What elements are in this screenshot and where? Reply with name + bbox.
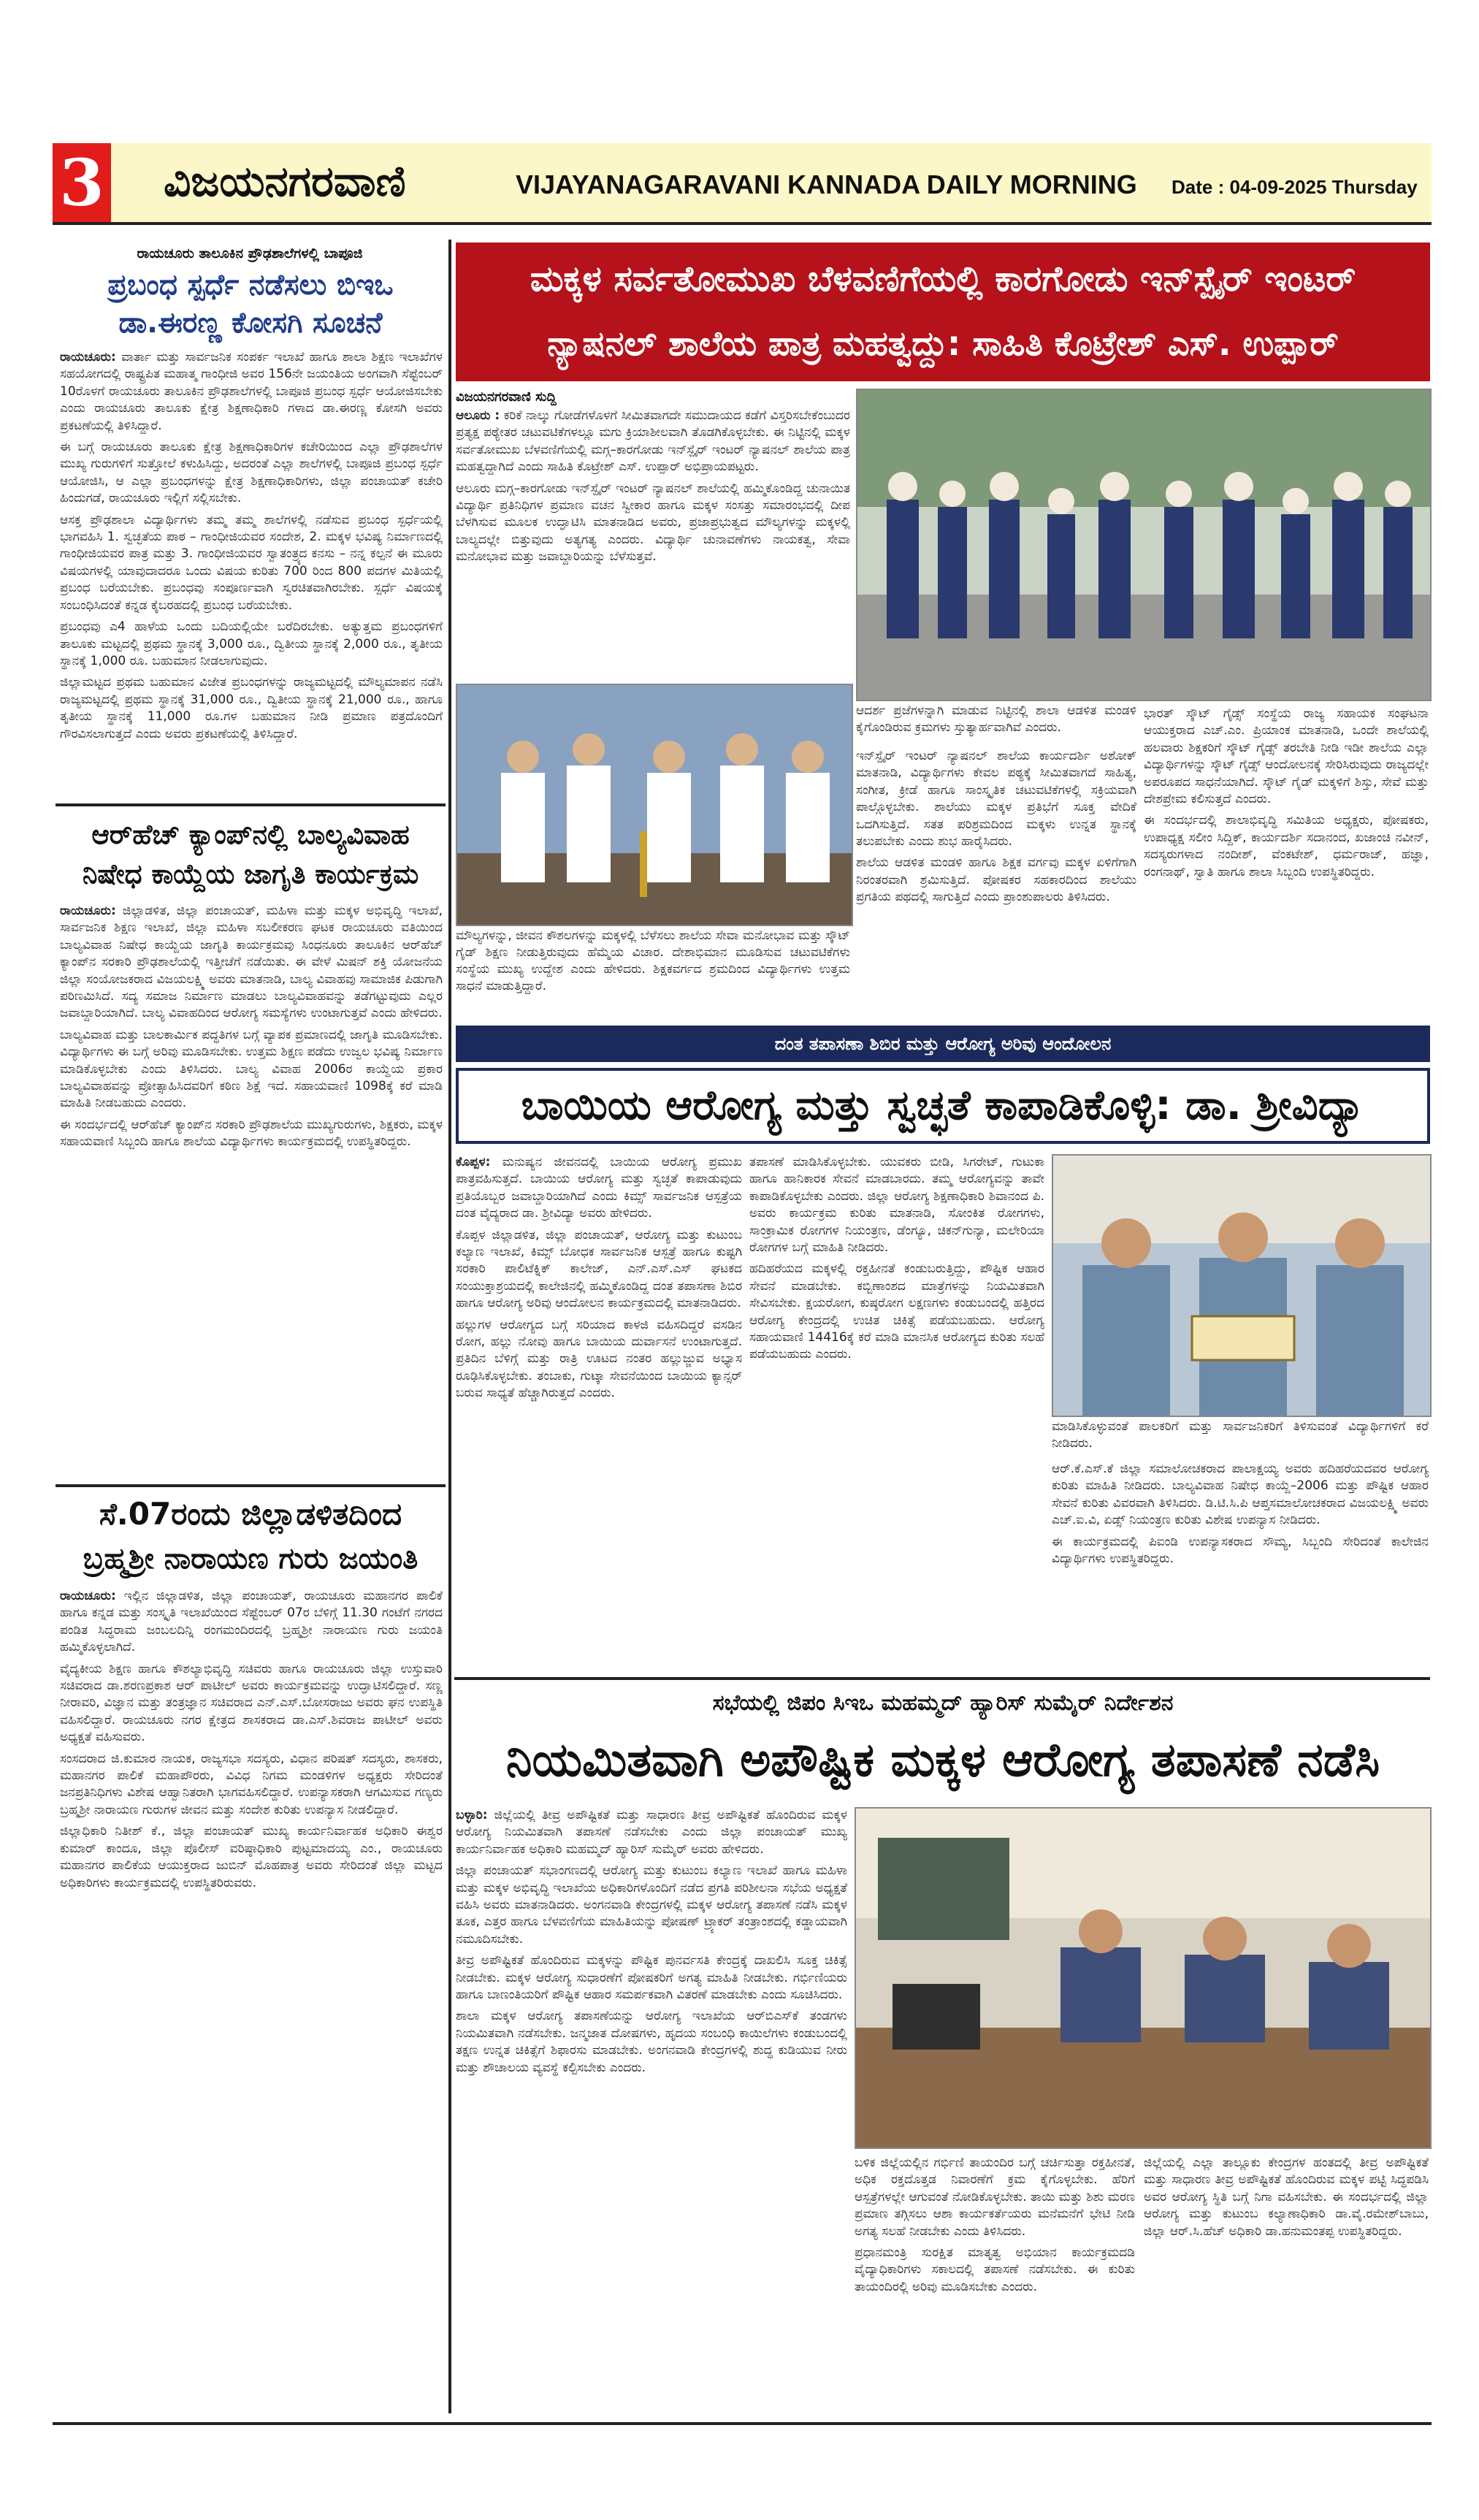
article4-headline-line1: ಮಕ್ಕಳ ಸರ್ವತೋಮುಖ ಬೆಳವಣಿಗೆಯಲ್ಲಿ ಕಾರಗೋಡು ಇನ್‌ಸ್ಪೈರ್ ಇಂಟರ್ (530, 259, 1356, 299)
certificate-handover-photo (1052, 1154, 1432, 1417)
article6-paragraph: ಜಿಲ್ಲಾ ಪಂಚಾಯತ್ ಸಭಾಂಗಣದಲ್ಲಿ ಆರೋಗ್ಯ ಮತ್ತು ಕುಟುಂಬ ಕಲ್ಯಾಣ ಇಲಾಖೆ ಹಾಗೂ ಮಹಿಳಾ ಮತ್ತು ಮಕ್ಕಳ ಅಭಿವೃದ್ಧಿ ಇಲಾಖೆಯ ಅಧಿಕಾರಿಗಳೊಂದಿಗೆ ನಡೆದ ಪ್ರಗತಿ ಪರಿಶೀಲನಾ ಸಭೆಯ ಅಧ್ಯಕ್ಷತೆ ವಹಿಸಿ ಅವರು ಮಾತನಾಡಿದರು. ಅಂಗನವಾಡಿ ಕೇಂದ್ರಗಳಲ್ಲಿ ಮಕ್ಕಳ ಆರೋಗ್ಯ ತಪಾಸಣೆ ನಡೆಸಿ ಮಕ್ಕಳ ತೂಕ, ಎತ್ತರ ಹಾಗೂ ಬೆಳವಣಿಗೆಯ ಮಾಹಿತಿಯನ್ನು ಪೋಷಣ್ ಟ್ರ್ಯಾಕರ್ ತಂತ್ರಾಂಶದಲ್ಲಿ ಕಡ್ಡಾಯವಾಗಿ ನಮೂದಿಸಬೇಕು. (456, 1863, 847, 1947)
article5-paragraph: ಹಲ್ಲುಗಳ ಆರೋಗ್ಯದ ಬಗ್ಗೆ ಸರಿಯಾದ ಕಾಳಜಿ ವಹಿಸದಿದ್ದರೆ ವಸಡಿನ ರೋಗ, ಹಲ್ಲು ನೋವು ಹಾಗೂ ಬಾಯಿಯ ದುರ್ವಾಸನೆ ಉಂಟಾಗುತ್ತದೆ. ಪ್ರತಿದಿನ ಬೆಳಿಗ್ಗೆ ಮತ್ತು ರಾತ್ರಿ ಊಟದ ನಂತರ ಹಲ್ಲುಜ್ಜುವ ಅಭ್ಯಾಸ ರೂಢಿಸಿಕೊಳ್ಳಬೇಕು. ತಂಬಾಕು, ಗುಟ್ಕಾ ಸೇವನೆಯಿಂದ ಬಾಯಿಯ ಕ್ಯಾನ್ಸರ್ ಬರುವ ಸಾಧ್ಯತೆ ಹೆಚ್ಚಾಗಿರುತ್ತದೆ ಎಂದರು. (456, 1317, 742, 1401)
article1-paragraph: ಪ್ರಬಂಧವು ಎ4 ಹಾಳೆಯ ಒಂದು ಬದಿಯಲ್ಲಿಯೇ ಬರೆದಿರಬೇಕು. ಅತ್ಯುತ್ತಮ ಪ್ರಬಂಧಗಳಿಗೆ ತಾಲೂಕು ಮಟ್ಟದಲ್ಲಿ ಪ್ರಥಮ ಸ್ಥಾನಕ್ಕೆ 3,000 ರೂ., ದ್ವಿತೀಯ ಸ್ಥಾನಕ್ಕೆ 2,000 ರೂ., ತೃತೀಯ ಸ್ಥಾನಕ್ಕೆ 1,000 ರೂ. ಬಹುಮಾನ ನೀಡಲಾಗುವುದು. (60, 619, 443, 668)
article4-paragraph: ಈ ಸಂದರ್ಭದಲ್ಲಿ ಶಾಲಾಭಿವೃದ್ಧಿ ಸಮಿತಿಯ ಅಧ್ಯಕ್ಷರು, ಪೋಷಕರು, ಉಪಾಧ್ಯಕ್ಷ ಸಲೀಂ ಸಿದ್ದಿಕ್, ಕಾರ್ಯದರ್ಶಿ ಸದಾನಂದ, ಖಜಾಂಚಿ ನವೀನ್, ಸದಸ್ಯರುಗಳಾದ ನಂದೀಶ್, ವೆಂಕಟೇಶ್, ಧರ್ಮರಾಜ್, ಹಜ್ಞಾ, ರಂಗನಾಥ್, ಸ್ವಾತಿ ಹಾಗೂ ಶಾಲಾ ಸಿಬ್ಬಂದಿ ಉಪಸ್ಥಿತರಿದ್ದರು. (1144, 813, 1429, 879)
article1-headline-line1: ಪ್ರಬಂಧ ಸ್ಪರ್ಧೆ ನಡೆಸಲು ಬಿಇಒ (107, 269, 394, 302)
article6-headline: ನಿಯಮಿತವಾಗಿ ಅಪೌಷ್ಟಿಕ ಮಕ್ಕಳ ಆರೋಗ್ಯ ತಪಾಸಣೆ ನಡೆಸಿ (505, 1733, 1380, 1787)
article6-dateline: ಬಳ್ಳಾರಿ: (456, 1808, 488, 1822)
article1-paragraph: ವಾರ್ತಾ ಮತ್ತು ಸಾರ್ವಜನಿಕ ಸಂಪರ್ಕ ಇಲಾಖೆ ಹಾಗೂ ಶಾಲಾ ಶಿಕ್ಷಣ ಇಲಾಖೆಗಳ ಸಹಯೋಗದಲ್ಲಿ ರಾಷ್ಟ್ರಪಿತ ಮಹಾತ್ಮ ಗಾಂಧೀಜಿ ಅವರ 156ನೇ ಜಯಂತಿಯ ಅಂಗವಾಗಿ ಸೆಪ್ಟೆಂಬರ್ 10ರೊಳಗೆ ರಾಯಚೂರು ತಾಲೂಕಿನ ಪ್ರೌಢಶಾಲೆಗಳಲ್ಲಿ ಬಾಪೂಜಿ ಪ್ರಬಂಧ ಸ್ಪರ್ಧೆ ಆಯೋಜಿಸಬೇಕು ಎಂದು ರಾಯಚೂರು ತಾಲೂಕು ಕ್ಷೇತ್ರ ಶಿಕ್ಷಣಾಧಿಕಾರಿ ಗಳಾದ ಡಾ.ಈರಣ್ಣ ಕೋಸಗಿ ಅವರು ಪ್ರಕಟಣೆಯಲ್ಲಿ ತಿಳಿಸಿದ್ದಾರೆ. (60, 350, 443, 433)
article6-paragraph: ಶಾಲಾ ಮಕ್ಕಳ ಆರೋಗ್ಯ ತಪಾಸಣೆಯನ್ನು ಆರೋಗ್ಯ ಇಲಾಖೆಯ ಆರ್‌ಬಿಎಸ್‌ಕೆ ತಂಡಗಳು ನಿಯಮಿತವಾಗಿ ನಡೆಸಬೇಕು. ಜನ್ಮಜಾತ ದೋಷಗಳು, ಹೃದಯ ಸಂಬಂಧಿ ಕಾಯಿಲೆಗಳು ಕಂಡುಬಂದಲ್ಲಿ ತಕ್ಷಣ ಉನ್ನತ ಚಿಕಿತ್ಸೆಗೆ ಶಿಫಾರಸು ಮಾಡಬೇಕು. ಅಂಗನವಾಡಿ ಕೇಂದ್ರಗಳಲ್ಲಿ ಶುದ್ಧ ಕುಡಿಯುವ ನೀರು ಮತ್ತು ಶೌಚಾಲಯ ವ್ಯವಸ್ಥೆ ಕಲ್ಪಿಸಬೇಕು ಎಂದರು. (456, 2009, 847, 2075)
article-divider (56, 803, 446, 806)
article4-body-lead (456, 408, 850, 678)
article1-body (60, 349, 443, 796)
page-bottom-rule (53, 2422, 1432, 2425)
article4-paragraph: ಭಾರತ್ ಸ್ಕೌಟ್ ಗೈಡ್ಸ್ ಸಂಸ್ಥೆಯ ರಾಜ್ಯ ಸಹಾಯಕ ಸಂಘಟನಾ ಆಯುಕ್ತರಾದ ಎಚ್.ಎಂ. ಪ್ರಿಯಾಂಕ ಮಾತನಾಡಿ, ಒಂದೇ ಶಾಲೆಯಲ್ಲಿ ಹಲವಾರು ಶಿಕ್ಷಕರಿಗೆ ಸ್ಕೌಟ್ ಗೈಡ್ಸ್ ತರಬೇತಿ ನೀಡಿ ಇಡೀ ಶಾಲೆಯ ಎಲ್ಲಾ ವಿದ್ಯಾರ್ಥಿಗಳನ್ನು ಸ್ಕೌಟ್ ಗೈಡ್ಸ್ ಆಂದೋಲನಕ್ಕೆ ಸೇರಿಸಿರುವುದು ರಾಜ್ಯದಲ್ಲೇ ಅಪರೂಪದ ಸಾಧನೆಯಾಗಿದೆ. ಸ್ಕೌಟ್ ಗೈಡ್ ಮಕ್ಕಳಿಗೆ ಶಿಸ್ತು, ಸೇವೆ ಮತ್ತು ದೇಶಪ್ರೇಮ ಕಲಿಸುತ್ತದೆ ಎಂದರು. (1144, 706, 1429, 807)
article4-paragraph: ಆಲೂರು ಮಗ್ಗ–ಕಾರಗೋಡು ಇನ್‌ಸ್ಪೈರ್ ಇಂಟರ್ ನ್ಯಾಷನಲ್ ಶಾಲೆಯಲ್ಲಿ ಹಮ್ಮಿಕೊಂಡಿದ್ದ ಚುನಾಯಿತ ವಿದ್ಯಾರ್ಥಿ ಪ್ರತಿನಿಧಿಗಳ ಪ್ರಮಾಣ ವಚನ ಸ್ವೀಕಾರ ಹಾಗೂ ಮಕ್ಕಳ ಸಂಸತ್ತು ಸಮಾರಂಭದಲ್ಲಿ ದೀಪ ಬೆಳಗಿಸುವ ಮೂಲಕ ಉದ್ಘಾಟಿಸಿ ಮಾತನಾಡಿದ ಅವರು, ಪ್ರಜಾಪ್ರಭುತ್ವದ ಮೌಲ್ಯಗಳನ್ನು ಮಕ್ಕಳಲ್ಲಿ ಬಾಲ್ಯದಲ್ಲೇ ಬಿತ್ತುವುದು ಅತ್ಯಗತ್ಯ ಎಂದರು. ವಿದ್ಯಾರ್ಥಿ ಚುನಾವಣೆಗಳು ನಾಯಕತ್ವ, ಸೇವಾ ಮನೋಭಾವ ಮತ್ತು ಜವಾಬ್ದಾರಿಯನ್ನು ಬೆಳೆಸುತ್ತವೆ. (456, 481, 850, 565)
article5-paragraph: ಆರ್.ಕೆ.ಎಸ್.ಕೆ ಜಿಲ್ಲಾ ಸಮಾಲೋಚಕರಾದ ಪಾಲಾಕ್ಷಯ್ಯ ಅವರು ಹದಿಹರೆಯದವರ ಆರೋಗ್ಯ ಕುರಿತು ಮಾಹಿತಿ ನೀಡಿದರು. ಬಾಲ್ಯವಿವಾಹ ನಿಷೇಧ ಕಾಯ್ದೆ–2006 ಮತ್ತು ಪೌಷ್ಟಿಕ ಆಹಾರ ಸೇವನೆ ಕುರಿತು ವಿವರವಾಗಿ ತಿಳಿಸಿದರು. ಡಿ.ಟಿ.ಸಿ.ಪಿ ಆಪ್ತಸಮಾಲೋಚಕರಾದ ವಿಜಯಲಕ್ಷ್ಮಿ ಅವರು ಎಚ್.ಐ.ವಿ, ಏಡ್ಸ್ ನಿಯಂತ್ರಣ ಕುರಿತು ವಿಶೇಷ ಉಪನ್ಯಾಸ ನೀಡಿದರು. (1052, 1462, 1429, 1528)
article5-paragraph: ಕೊಪ್ಪಳ ಜಿಲ್ಲಾಡಳಿತ, ಜಿಲ್ಲಾ ಪಂಚಾಯತ್, ಆರೋಗ್ಯ ಮತ್ತು ಕುಟುಂಬ ಕಲ್ಯಾಣ ಇಲಾಖೆ, ಕಿಮ್ಸ್ ಬೋಧಕ ಸಾರ್ವಜನಿಕ ಆಸ್ಪತ್ರೆ ಹಾಗೂ ಕುಷ್ಟಗಿ ಸರಕಾರಿ ಪಾಲಿಟೆಕ್ನಿಕ್ ಕಾಲೇಜ್, ಎನ್.ಎಸ್.ಎಸ್ ಘಟಕದ ಸಂಯುಕ್ತಾಶ್ರಯದಲ್ಲಿ ಕಾಲೇಜಿನಲ್ಲಿ ಹಮ್ಮಿಕೊಂಡಿದ್ದ ದಂತ ತಪಾಸಣಾ ಶಿಬಿರ ಹಾಗೂ ಆರೋಗ್ಯ ಅರಿವು ಆಂದೋಲನ ಕಾರ್ಯಕ್ರಮದಲ್ಲಿ ಮಾತನಾಡಿದರು. (456, 1227, 742, 1311)
article5-photo-caption: ಮಾಡಿಸಿಕೊಳ್ಳುವಂತೆ ಪಾಲಕರಿಗೆ ಮತ್ತು ಸಾರ್ವಜನಿಕರಿಗೆ ತಿಳಿಸುವಂತೆ ವಿದ್ಯಾರ್ಥಿಗಳಿಗೆ ಕರೆ ನೀಡಿದರು. (1052, 1419, 1429, 1451)
article1-kicker: ರಾಯಚೂರು ತಾಲೂಕಿನ ಪ್ರೌಢಶಾಲೆಗಳಲ್ಲಿ ಬಾಪೂಜಿ (137, 245, 363, 261)
article1-headline-line2: ಡಾ.ಈರಣ್ಣ ಕೋಸಗಿ ಸೂಚನೆ (118, 307, 383, 340)
article6-kicker: ಸಭೆಯಲ್ಲಿ ಜಿಪಂ ಸಿಇಒ ಮಹಮ್ಮದ್ ಹ್ಯಾರಿಸ್ ಸುಮೈರ್ ನಿರ್ದೇಶನ (712, 1690, 1174, 1716)
article4-paragraph: ಶಾಲೆಯ ಆಡಳಿತ ಮಂಡಳಿ ಹಾಗೂ ಶಿಕ್ಷಕ ವರ್ಗವು ಮಕ್ಕಳ ಏಳಿಗೆಗಾಗಿ ನಿರಂತರವಾಗಿ ಶ್ರಮಿಸುತ್ತಿದೆ. ಪೋಷಕರ ಸಹಕಾರದಿಂದ ಶಾಲೆಯು ಪ್ರಗತಿಯ ಪಥದಲ್ಲಿ ಸಾಗುತ್ತಿದೆ ಎಂದು ಪ್ರಾಂಶುಪಾಲರು ತಿಳಿಸಿದರು. (856, 855, 1136, 905)
article6-body-right (1144, 2155, 1429, 2413)
article5-dateline: ಕೊಪ್ಪಳ: (456, 1155, 491, 1169)
page-number: 3 (53, 143, 111, 222)
article1-paragraph: ಆಸಕ್ತ ಪ್ರೌಢಶಾಲಾ ವಿದ್ಯಾರ್ಥಿಗಳು ತಮ್ಮ ತಮ್ಮ ಶಾಲೆಗಳಲ್ಲಿ ನಡೆಸುವ ಪ್ರಬಂಧ ಸ್ಪರ್ಧೆಯಲ್ಲಿ ಭಾಗವಹಿಸಿ 1. ಸ್ವಚ್ಛತೆಯ ಪಾಠ – ಗಾಂಧೀಜಿಯವರ ಸಂದೇಶ, 2. ಮಕ್ಕಳ ಭವಿಷ್ಯ ನಿರ್ಮಾಣದಲ್ಲಿ ಗಾಂಧೀಜಿಯವರ ಪಾತ್ರ ಮತ್ತು 3. ಗಾಂಧೀಜಿಯವರ ಸ್ವಾತಂತ್ರ್ಯದ ಕನಸು – ನನ್ನ ಕಲ್ಪನೆ ಈ ಮೂರು ವಿಷಯಗಳಲ್ಲಿ ಯಾವುದಾದರೂ ಒಂದು ವಿಷಯ ಕುರಿತು 700 ರಿಂದ 800 ಪದಗಳ ಮಿತಿಯಲ್ಲಿ ಪ್ರಬಂಧ ಬರೆಯಬೇಕು. ಪ್ರಬಂಧವು ಸಂಪೂರ್ಣವಾಗಿ ಸ್ವರಚಿತವಾಗಿರಬೇಕು. ಸ್ಪರ್ಧೆ ವಿಷಯಕ್ಕೆ ಸಂಬಂಧಿಸಿದಂತೆ ಕನ್ನಡ ಕೈಬರಹದಲ್ಲಿ ಪ್ರಬಂಧ ಬರೆಯಬೇಕು. (60, 512, 443, 613)
article6-body-middle (855, 2155, 1135, 2413)
article5-headline: ಬಾಯಿಯ ಆರೋಗ್ಯ ಮತ್ತು ಸ್ವಚ್ಛತೆ ಕಾಪಾಡಿಕೊಳ್ಳಿ: ಡಾ. ಶ್ರೀವಿದ್ಯಾ (521, 1082, 1365, 1129)
paper-subtitle: VIJAYANAGARAVANI KANNADA DAILY MORNING (516, 169, 1137, 199)
article4-body-middle (856, 748, 1136, 1021)
article3-paragraph: ವೈದ್ಯಕೀಯ ಶಿಕ್ಷಣ ಹಾಗೂ ಕೌಶಲ್ಯಾಭಿವೃದ್ಧಿ ಸಚಿವರು ಹಾಗೂ ರಾಯಚೂರು ಜಿಲ್ಲಾ ಉಸ್ತುವಾರಿ ಸಚಿವರಾದ ಡಾ.ಶರಣಪ್ರಕಾಶ ಆರ್ ಪಾಟೀಲ್ ಅವರು ಕಾರ್ಯಕ್ರಮವನ್ನು ಉದ್ಘಾಟಿಸಲಿದ್ದಾರೆ. ಸಣ್ಣ ನೀರಾವರಿ, ವಿಜ್ಞಾನ ಮತ್ತು ತಂತ್ರಜ್ಞಾನ ಸಚಿವರಾದ ಎನ್.ಎಸ್.ಬೋಸರಾಜು ಅವರು ಘನ ಉಪಸ್ಥಿತಿ ವಹಿಸಲಿದ್ದಾರೆ. ರಾಯಚೂರು ನಗರ ಕ್ಷೇತ್ರದ ಶಾಸಕರಾದ ಡಾ.ಎಸ್.ಶಿವರಾಜ ಪಾಟೀಲ್ ಅವರು ಅಧ್ಯಕ್ಷತೆ ವಹಿಸುವರು. (60, 1661, 443, 1745)
article3-body (60, 1588, 443, 2415)
article5-paragraph: ಈ ಕಾರ್ಯಕ್ರಮದಲ್ಲಿ ಪಿಐಂಡಿ ಉಪನ್ಯಾಸಕರಾದ ಸೌಮ್ಯ, ಸಿಬ್ಬಂದಿ ಸೇರಿದಂತೆ ಕಾಲೇಜಿನ ವಿದ್ಯಾರ್ಥಿಗಳು ಉಪಸ್ಥಿತರಿದ್ದರು. (1052, 1534, 1429, 1567)
article4-body-right (1144, 706, 1429, 1021)
paper-name: ವಿಜಯನಗರವಾಣಿ (164, 156, 406, 206)
issue-date: Date : 04-09-2025 Thursday (1172, 176, 1418, 198)
article4-dateline: ಆಲೂರು : (456, 408, 500, 423)
article5-paragraph: ತಪಾಸಣೆ ಮಾಡಿಸಿಕೊಳ್ಳಬೇಕು. ಯುವಕರು ಬೀಡಿ, ಸಿಗರೇಟ್, ಗುಟುಕಾ ಹಾಗೂ ಹಾನಿಕಾರಕ ಸೇವನೆ ಮಾಡಬಾರದು. ತಮ್ಮ ಆರೋಗ್ಯವನ್ನು ತಾವೇ ಕಾಪಾಡಿಕೊಳ್ಳಬೇಕು ಎಂದರು. ಜಿಲ್ಲಾ ಆರೋಗ್ಯ ಶಿಕ್ಷಣಾಧಿಕಾರಿ ಶಿವಾನಂದ ಪಿ. ಅವರು ಕಾರ್ಯಕ್ರಮ ಕುರಿತು ಮಾತನಾಡಿ, ಸೋಂಕಿತ ರೋಗಗಳು, ಸಾಂಕ್ರಾಮಿಕ ರೋಗಗಳ ನಿಯಂತ್ರಣ, ಡೆಂಗ್ಯೂ, ಚಿಕನ್‌ಗುನ್ಯಾ, ಮಲೇರಿಯಾ ರೋಗಗಳ ಬಗ್ಗೆ ಮಾಹಿತಿ ನೀಡಿದರು. (749, 1155, 1044, 1256)
article3-paragraph: ಇಲ್ಲಿನ ಜಿಲ್ಲಾಡಳಿತ, ಜಿಲ್ಲಾ ಪಂಚಾಯತ್, ರಾಯಚೂರು ಮಹಾನಗರ ಪಾಲಿಕೆ ಹಾಗೂ ಕನ್ನಡ ಮತ್ತು ಸಂಸ್ಕೃತಿ ಇಲಾಖೆಯಿಂದ ಸೆಪ್ಟೆಂಬರ್ 07ರ ಬೆಳಿಗ್ಗೆ 11.30 ಗಂಟೆಗೆ ನಗರದ ಪಂಡಿತ ಸಿದ್ಧರಾಮ ಜಂಬಲದಿನ್ನಿ ರಂಗಮಂದಿರದಲ್ಲಿ ಬ್ರಹ್ಮಶ್ರೀ ನಾರಾಯಣ ಗುರು ಜಯಂತಿ ಹಮ್ಮಿಕೊಳ್ಳಲಾಗಿದೆ. (60, 1589, 443, 1655)
article1-dateline: ರಾಯಚೂರು: (60, 350, 116, 364)
article5-body-left (456, 1154, 742, 1668)
article3-headline-line2: ಬ್ರಹ್ಮಶ್ರೀ ನಾರಾಯಣ ಗುರು ಜಯಂತಿ (83, 1542, 419, 1576)
article5-kicker: ದಂತ ತಪಾಸಣಾ ಶಿಬಿರ ಮತ್ತು ಆರೋಗ್ಯ ಅರಿವು ಆಂದೋಲನ (456, 1026, 1430, 1062)
article2-headline-line2: ನಿಷೇಧ ಕಾಯ್ದೆಯ ಜಾಗೃತಿ ಕಾರ್ಯಕ್ರಮ (82, 858, 419, 890)
article4-caption-middle: ಮೌಲ್ಯಗಳನ್ನು, ಜೀವನ ಕೌಶಲಗಳನ್ನು ಮಕ್ಕಳಲ್ಲಿ ಬೆಳೆಸಲು ಶಾಲೆಯ ಸೇವಾ ಮನೋಭಾವ ಮತ್ತು ಸ್ಕೌಟ್ ಗೈಡ್ ಶಿಕ್ಷಣ ನೀಡುತ್ತಿರುವುದು ಹೆಮ್ಮೆಯ ವಿಚಾರ. ದೇಶಾಭಿಮಾನ ಮೂಡಿಸುವ ಚಟುವಟಿಕೆಗಳು ಸಂಸ್ಥೆಯ ಮುಖ್ಯ ಉದ್ದೇಶ ಎಂದು ಹೇಳಿದರು. ಶಿಕ್ಷಕವರ್ಗದ ಶ್ರಮದಿಂದ ವಿದ್ಯಾರ್ಥಿಗಳು ಉತ್ತಮ ಸಾಧನೆ ಮಾಡುತ್ತಿದ್ದಾರೆ. (456, 928, 850, 993)
article4-paragraph: ಇನ್‌ಸ್ಪೈರ್ ಇಂಟರ್ ನ್ಯಾಷನಲ್ ಶಾಲೆಯ ಕಾರ್ಯದರ್ಶಿ ಅಶೋಕ್ ಮಾತನಾಡಿ, ವಿದ್ಯಾರ್ಥಿಗಳು ಕೇವಲ ಪಠ್ಯಕ್ಕೆ ಸೀಮಿತವಾಗದೆ ಸಾಹಿತ್ಯ, ಸಂಗೀತ, ಕ್ರೀಡೆ ಹಾಗೂ ಸಾಂಸ್ಕೃತಿಕ ಚಟುವಟಿಕೆಗಳಲ್ಲಿ ಸಕ್ರಿಯವಾಗಿ ಪಾಲ್ಗೊಳ್ಳಬೇಕು. ಶಾಲೆಯು ಮಕ್ಕಳ ಪ್ರತಿಭೆಗೆ ಸೂಕ್ತ ವೇದಿಕೆ ಒದಗಿಸುತ್ತಿದೆ. ಸತತ ಪರಿಶ್ರಮದಿಂದ ಮಕ್ಕಳು ಉನ್ನತ ಸ್ಥಾನಕ್ಕೆ ತಲುಪಬೇಕು ಎಂದು ಶುಭ ಹಾರೈಸಿದರು. (856, 749, 1136, 849)
article5-paragraph: ಹದಿಹರೆಯದ ಮಕ್ಕಳಲ್ಲಿ ರಕ್ತಹೀನತೆ ಕಂಡುಬರುತ್ತಿದ್ದು, ಪೌಷ್ಟಿಕ ಆಹಾರ ಸೇವನೆ ಮಾಡಬೇಕು. ಕಬ್ಬಿಣಾಂಶದ ಮಾತ್ರೆಗಳನ್ನು ನಿಯಮಿತವಾಗಿ ಸೇವಿಸಬೇಕು. ಕ್ಷಯರೋಗ, ಕುಷ್ಠರೋಗ ಲಕ್ಷಣಗಳು ಕಂಡುಬಂದಲ್ಲಿ ಹತ್ತಿರದ ಆರೋಗ್ಯ ಕೇಂದ್ರದಲ್ಲಿ ಉಚಿತ ಚಿಕಿತ್ಸೆ ಪಡೆಯಬಹುದು. ಆರೋಗ್ಯ ಸಹಾಯವಾಣಿ 14416ಕ್ಕೆ ಕರೆ ಮಾಡಿ ಮಾನಸಿಕ ಆರೋಗ್ಯದ ಕುರಿತು ಸಲಹೆ ಪಡೆಯಬಹುದು ಎಂದರು. (749, 1261, 1044, 1362)
article2-paragraph: ಈ ಸಂದರ್ಭದಲ್ಲಿ ಆರ್‌ಹೆಚ್ ಕ್ಯಾಂಪ್‌ನ ಸರಕಾರಿ ಪ್ರೌಢಶಾಲೆಯ ಮುಖ್ಯಗುರುಗಳು, ಶಿಕ್ಷಕರು, ಮಕ್ಕಳ ಸಹಾಯವಾಣಿ ಸಿಬ್ಬಂದಿ ಹಾಗೂ ಶಾಲೆಯ ವಿದ್ಯಾರ್ಥಿಗಳು ಕಾರ್ಯಕ್ರಮದಲ್ಲಿ ಉಪಸ್ಥಿತರಿದ್ದರು. (60, 1117, 443, 1150)
article6-paragraph: ಜಿಲ್ಲೆಯಲ್ಲಿ ಎಲ್ಲಾ ತಾಲ್ಲೂಕು ಕೇಂದ್ರಗಳ ಹಂತದಲ್ಲಿ ತೀವ್ರ ಅಪೌಷ್ಟಿಕತೆ ಮತ್ತು ಸಾಧಾರಣ ತೀವ್ರ ಅಪೌಷ್ಟಿಕತೆ ಹೊಂದಿರುವ ಮಕ್ಕಳ ಪಟ್ಟಿ ಸಿದ್ಧಪಡಿಸಿ ಅವರ ಆರೋಗ್ಯ ಸ್ಥಿತಿ ಬಗ್ಗೆ ನಿಗಾ ವಹಿಸಬೇಕು. ಈ ಸಂದರ್ಭದಲ್ಲಿ ಜಿಲ್ಲಾ ಆರೋಗ್ಯ ಮತ್ತು ಕುಟುಂಬ ಕಲ್ಯಾಣಾಧಿಕಾರಿ ಡಾ.ವೈ.ರಮೇಶ್‌ಬಾಬು, ಜಿಲ್ಲಾ ಆರ್.ಸಿ.ಹೆಚ್ ಅಧಿಕಾರಿ ಡಾ.ಹನುಮಂತಪ್ಪ ಉಪಸ್ಥಿತರಿದ್ದರು. (1144, 2156, 1429, 2239)
column-divider (448, 240, 451, 2413)
article2-dateline: ರಾಯಚೂರು: (60, 904, 116, 918)
article4-caption-right: ಆದರ್ಶ ಪ್ರಜೆಗಳನ್ನಾಗಿ ಮಾಡುವ ನಿಟ್ಟಿನಲ್ಲಿ ಶಾಲಾ ಆಡಳಿತ ಮಂಡಳಿ ಕೈಗೊಂಡಿರುವ ಕ್ರಮಗಳು ಸ್ತುತ್ಯಾರ್ಹವಾಗಿವೆ ಎಂದರು. (856, 703, 1136, 735)
article-divider (454, 1677, 1430, 1680)
article4-headline-line2: ನ್ಯಾಷನಲ್ ಶಾಲೆಯ ಪಾತ್ರ ಮಹತ್ವದ್ದು: ಸಾಹಿತಿ ಕೊಟ್ರೇಶ್ ಎಸ್. ಉಪ್ಪಾರ್ (547, 324, 1339, 363)
article6-body-left (456, 1807, 847, 2413)
article2-headline-line1: ಆರ್‌ಹೆಚ್ ಕ್ಯಾಂಪ್‌ನಲ್ಲಿ ಬಾಲ್ಯವಿವಾಹ (91, 819, 410, 850)
article5-body-middle (749, 1154, 1044, 1668)
article1-paragraph: ಜಿಲ್ಲಾಮಟ್ಟದ ಪ್ರಥಮ ಬಹುಮಾನ ವಿಜೇತ ಪ್ರಬಂಧಗಳನ್ನು ರಾಜ್ಯಮಟ್ಟದಲ್ಲಿ ಮೌಲ್ಯಮಾಪನ ನಡೆಸಿ ರಾಜ್ಯಮಟ್ಟದಲ್ಲಿ ಪ್ರಥಮ ಸ್ಥಾನಕ್ಕೆ 31,000 ರೂ., ದ್ವಿತೀಯ ಸ್ಥಾನಕ್ಕೆ 21,000 ರೂ., ಹಾಗೂ ತೃತೀಯ ಸ್ಥಾನಕ್ಕೆ 11,000 ರೂ.ಗಳ ಬಹುಮಾನ ನೀಡಿ ಪ್ರಮಾಣ ಪತ್ರದೊಂದಿಗೆ ಗೌರವಿಸಲಾಗುತ್ತದೆ ಎಂದು ಅವರು ಪ್ರಕಟಣೆಯಲ್ಲಿ ತಿಳಿಸಿದ್ದಾರೆ. (60, 675, 443, 741)
meeting-photo (855, 1807, 1432, 2149)
article2-paragraph: ಬಾಲ್ಯವಿವಾಹ ಮತ್ತು ಬಾಲಕಾರ್ಮಿಕ ಪದ್ಧತಿಗಳ ಬಗ್ಗೆ ವ್ಯಾಪಕ ಪ್ರಮಾಣದಲ್ಲಿ ಜಾಗೃತಿ ಮೂಡಿಸಬೇಕು. ವಿದ್ಯಾರ್ಥಿಗಳು ಈ ಬಗ್ಗೆ ಅರಿವು ಮೂಡಿಸಬೇಕು. ಉತ್ತಮ ಶಿಕ್ಷಣ ಪಡೆದು ಉಜ್ವಲ ಭವಿಷ್ಯ ನಿರ್ಮಾಣ ಮಾಡಿಕೊಳ್ಳಬೇಕು ಎಂದು ತಿಳಿಸಿದರು. ಬಾಲ್ಯ ವಿವಾಹ 2006ರ ಕಾಯ್ದೆಯ ಪ್ರಕಾರ ಬಾಲ್ಯವಿವಾಹವನ್ನು ಪ್ರೋತ್ಸಾಹಿಸಿದವರಿಗೆ ಕಠಿಣ ಶಿಕ್ಷೆ ಇದೆ. ಸಹಾಯವಾಣಿ 1098ಕ್ಕೆ ಕರೆ ಮಾಡಿ ಮಾಹಿತಿ ನೀಡಬಹುದು ಎಂದರು. (60, 1027, 443, 1111)
article6-paragraph: ಪ್ರಧಾನಮಂತ್ರಿ ಸುರಕ್ಷಿತ ಮಾತೃತ್ವ ಅಭಿಯಾನ ಕಾರ್ಯಕ್ರಮದಡಿ ವೈದ್ಯಾಧಿಕಾರಿಗಳು ಸಕಾಲದಲ್ಲಿ ತಪಾಸಣೆ ನಡೆಸಬೇಕು. ಈ ಕುರಿತು ತಾಯಂದಿರಲ್ಲಿ ಅರಿವು ಮೂಡಿಸಬೇಕು ಎಂದರು. (855, 2245, 1135, 2294)
lamp-lighting-photo (456, 684, 853, 926)
article4-paragraph: ಕರಿಕೆ ನಾಲ್ಕು ಗೋಡೆಗಳೊಳಗೆ ಸೀಮಿತವಾಗದೇ ಸಮುದಾಯದ ಕಡೆಗೆ ವಿಸ್ತರಿಸಬೇಕೆಂಬುದರ ಪ್ರತ್ಯಕ್ಷ ಪಠ್ಯೇತರ ಚಟುವಟಿಕೆಗಳಲ್ಲೂ ಮಗು ಕ್ರಿಯಾಶೀಲವಾಗಿ ತೊಡಗಿಕೊಳ್ಳಬೇಕು. ಈ ನಿಟ್ಟಿನಲ್ಲಿ ಮಕ್ಕಳ ಸರ್ವತೋಮುಖ ಬೆಳವಣಿಗೆಯಲ್ಲಿ ಮಗ್ಗ–ಕಾರಗೋಡು ಇನ್‌ಸ್ಪೈರ್ ಇಂಟರ್ ನ್ಯಾಷನಲ್ ಶಾಲೆಯ ಪಾತ್ರ ಮಹತ್ವದ್ದಾಗಿದೆ ಎಂದು ಸಾಹಿತಿ ಕೊಟ್ರೇಶ್ ಎಸ್. ಉಪ್ಪಾರ್ ಅಭಿಪ್ರಾಯಪಟ್ಟರು. (456, 408, 850, 475)
article3-paragraph: ಜಿಲ್ಲಾಧಿಕಾರಿ ನಿತೀಶ್ ಕೆ., ಜಿಲ್ಲಾ ಪಂಚಾಯತ್ ಮುಖ್ಯ ಕಾರ್ಯನಿರ್ವಾಹಕ ಅಧಿಕಾರಿ ಈಶ್ವರ ಕುಮಾರ್ ಕಾಂದೂ, ಜಿಲ್ಲಾ ಪೊಲೀಸ್ ವರಿಷ್ಠಾಧಿಕಾರಿ ಪುಟ್ಟಮಾದಯ್ಯ ಎಂ., ರಾಯಚೂರು ಮಹಾನಗರ ಪಾಲಿಕೆಯ ಆಯುಕ್ತರಾದ ಜುಬಿನ್ ಮೊಹಪಾತ್ರ ಅವರು ಸೇರಿದಂತೆ ಜಿಲ್ಲಾ ಮಟ್ಟದ ಅಧಿಕಾರಿಗಳು ಕಾರ್ಯಕ್ರಮದಲ್ಲಿ ಉಪಸ್ಥಿತರಿರುವರು. (60, 1824, 443, 1890)
article4-byline: ವಿಜಯನಗರವಾಣಿ ಸುದ್ದಿ (456, 389, 557, 405)
article3-dateline: ರಾಯಚೂರು: (60, 1589, 116, 1603)
article2-body (60, 903, 443, 1477)
article1-paragraph: ಈ ಬಗ್ಗೆ ರಾಯಚೂರು ತಾಲೂಕು ಕ್ಷೇತ್ರ ಶಿಕ್ಷಣಾಧಿಕಾರಿಗಳ ಕಚೇರಿಯಿಂದ ಎಲ್ಲಾ ಪ್ರೌಢಶಾಲೆಗಳ ಮುಖ್ಯ ಗುರುಗಳಿಗೆ ಸುತ್ತೋಲೆ ಕಳುಹಿಸಿದ್ದು, ಅದರಂತೆ ಎಲ್ಲಾ ಶಾಲೆಗಳಲ್ಲಿ ಬಾಪೂಜಿ ಪ್ರಬಂಧ ಸ್ಪರ್ಧೆ ಆಯೋಜಿಸಿ, ಆ ಎಲ್ಲಾ ಪ್ರಬಂಧಗಳನ್ನು ಕ್ಷೇತ್ರ ಶಿಕ್ಷಣಾಧಿಕಾರಿಗಳು, ಜಿಲ್ಲಾ ಪಂಚಾಯತ್ ಕಚೇರಿ ಹಿಂದುಗಡೆ, ರಾಯಚೂರು ಇಲ್ಲಿಗೆ ಸಲ್ಲಿಸಬೇಕು. (60, 440, 443, 506)
students-parade-photo (856, 389, 1432, 701)
article-divider (56, 1484, 446, 1487)
article6-paragraph: ಬಳಿಕ ಜಿಲ್ಲೆಯಲ್ಲಿನ ಗರ್ಭಿಣಿ ತಾಯಂದಿರ ಬಗ್ಗೆ ಚರ್ಚಿಸುತ್ತಾ ರಕ್ತಹೀನತೆ, ಅಧಿಕ ರಕ್ತದೊತ್ತಡ ನಿವಾರಣೆಗೆ ಕ್ರಮ ಕೈಗೊಳ್ಳಬೇಕು. ಹೆರಿಗೆ ಆಸ್ಪತ್ರೆಗಳಲ್ಲೇ ಆಗುವಂತೆ ನೋಡಿಕೊಳ್ಳಬೇಕು. ತಾಯಿ ಮತ್ತು ಶಿಶು ಮರಣ ಪ್ರಮಾಣ ತಗ್ಗಿಸಲು ಆಶಾ ಕಾರ್ಯಕರ್ತೆಯರು ಮನೆಮನೆಗೆ ಭೇಟಿ ನೀಡಿ ಅಗತ್ಯ ಸಲಹೆ ನೀಡಬೇಕು ಎಂದು ತಿಳಿಸಿದರು. (855, 2156, 1135, 2239)
article3-headline-line1: ಸೆ.07ರಂದು ಜಿಲ್ಲಾಡಳಿತದಿಂದ (99, 1496, 402, 1532)
article2-paragraph: ಜಿಲ್ಲಾಡಳಿತ, ಜಿಲ್ಲಾ ಪಂಚಾಯತ್, ಮಹಿಳಾ ಮತ್ತು ಮಕ್ಕಳ ಅಭಿವೃದ್ಧಿ ಇಲಾಖೆ, ಸಾರ್ವಜನಿಕ ಶಿಕ್ಷಣ ಇಲಾಖೆ, ಜಿಲ್ಲಾ ಮಹಿಳಾ ಸಬಲೀಕರಣ ಘಟಕ ರಾಯಚೂರು ವತಿಯಿಂದ ಬಾಲ್ಯವಿವಾಹ ನಿಷೇಧ ಕಾಯ್ದೆಯ ಜಾಗೃತಿ ಕಾರ್ಯಕ್ರಮವು ಸಿಂಧನೂರು ತಾಲೂಕಿನ ಆರ್‌ಹೆಚ್ ಕ್ಯಾಂಪ್‌ನ ಸರಕಾರಿ ಪ್ರೌಢಶಾಲೆಯಲ್ಲಿ ಇತ್ತೀಚೆಗೆ ನಡೆಯಿತು. ಈ ವೇಳೆ ಮಿಷನ್ ಶಕ್ತಿ ಯೋಜನೆಯ ಜಿಲ್ಲಾ ಸಂಯೋಜಕರಾದ ವಿಜಯಲಕ್ಷ್ಮಿ ಅವರು ಮಾತನಾಡಿ, ಬಾಲ್ಯ ವಿವಾಹವು ಸಾಮಾಜಿಕ ಪಿಡುಗಾಗಿ ಪರಿಣಮಿಸಿದೆ. ಸದ್ಯ ಸಮಾಜ ನಿರ್ಮಾಣ ಮಾಡಲು ಬಾಲ್ಯವಿವಾಹವನ್ನು ತಡೆಗಟ್ಟುವುದು ಎಲ್ಲರ ಜವಾಬ್ದಾರಿಯಾಗಿದೆ. ಬಾಲ್ಯ ವಿವಾಹದಿಂದ ಆರೋಗ್ಯ ಸಮಸ್ಯೆಗಳು ಉಂಟಾಗುತ್ತವೆ ಎಂದು ಹೇಳಿದರು. (60, 904, 443, 1021)
article6-paragraph: ತೀವ್ರ ಅಪೌಷ್ಟಿಕತೆ ಹೊಂದಿರುವ ಮಕ್ಕಳನ್ನು ಪೌಷ್ಟಿಕ ಪುನರ್ವಸತಿ ಕೇಂದ್ರಕ್ಕೆ ದಾಖಲಿಸಿ ಸೂಕ್ತ ಚಿಕಿತ್ಸೆ ನೀಡಬೇಕು. ಮಕ್ಕಳ ಆರೋಗ್ಯ ಸುಧಾರಣೆಗೆ ಪೋಷಕರಿಗೆ ಅಗತ್ಯ ಮಾಹಿತಿ ನೀಡಬೇಕು. ಗರ್ಭಿಣಿಯರು ಹಾಗೂ ಬಾಣಂತಿಯರಿಗೆ ಪೌಷ್ಟಿಕ ಆಹಾರ ಸಮರ್ಪಕವಾಗಿ ವಿತರಣೆ ಮಾಡಬೇಕು ಎಂದು ಸೂಚಿಸಿದರು. (456, 1953, 847, 2003)
article5-body-right (1052, 1461, 1429, 1668)
article5-paragraph: ಮನುಷ್ಯನ ಜೀವನದಲ್ಲಿ ಬಾಯಿಯ ಆರೋಗ್ಯ ಪ್ರಮುಖ ಪಾತ್ರವಹಿಸುತ್ತದೆ. ಬಾಯಿಯ ಆರೋಗ್ಯ ಮತ್ತು ಸ್ವಚ್ಛತೆ ಕಾಪಾಡುವುದು ಪ್ರತಿಯೊಬ್ಬರ ಜವಾಬ್ದಾರಿಯಾಗಿದೆ ಎಂದು ಕಿಮ್ಸ್ ಸಾರ್ವಜನಿಕ ಆಸ್ಪತ್ರೆಯ ದಂತ ವೈದ್ಯರಾದ ಡಾ. ಶ್ರೀವಿದ್ಯಾ ಅವರು ಹೇಳಿದರು. (456, 1155, 742, 1221)
article3-paragraph: ಸಂಸದರಾದ ಜಿ.ಕುಮಾರ ನಾಯಕ, ರಾಜ್ಯಸಭಾ ಸದಸ್ಯರು, ವಿಧಾನ ಪರಿಷತ್ ಸದಸ್ಯರು, ಶಾಸಕರು, ಮಹಾನಗರ ಪಾಲಿಕೆ ಮಹಾಪೌರರು, ವಿವಿಧ ನಿಗಮ ಮಂಡಳಿಗಳ ಅಧ್ಯಕ್ಷರು ಸೇರಿದಂತೆ ಜನಪ್ರತಿನಿಧಿಗಳು ವಿಶೇಷ ಆಹ್ವಾನಿತರಾಗಿ ಭಾಗವಹಿಸಲಿದ್ದಾರೆ. ಉಪನ್ಯಾಸಕರಾಗಿ ಆಗಮಿಸುವ ಗಣ್ಯರು ಬ್ರಹ್ಮಶ್ರೀ ನಾರಾಯಣ ಗುರುಗಳ ಜೀವನ ಮತ್ತು ಸಂದೇಶ ಕುರಿತು ಉಪನ್ಯಾಸ ನೀಡಲಿದ್ದಾರೆ. (60, 1751, 443, 1817)
article6-paragraph: ಜಿಲ್ಲೆಯಲ್ಲಿ ತೀವ್ರ ಅಪೌಷ್ಟಿಕತೆ ಮತ್ತು ಸಾಧಾರಣ ತೀವ್ರ ಅಪೌಷ್ಟಿಕತೆ ಹೊಂದಿರುವ ಮಕ್ಕಳ ಆರೋಗ್ಯ ನಿಯಮಿತವಾಗಿ ತಪಾಸಣೆ ನಡೆಸಬೇಕು ಎಂದು ಜಿಲ್ಲಾ ಪಂಚಾಯತ್ ಮುಖ್ಯ ಕಾರ್ಯನಿರ್ವಾಹಕ ಅಧಿಕಾರಿ ಮಹಮ್ಮದ್ ಹ್ಯಾರಿಸ್ ಸುಮೈರ್ ಅವರು ಹೇಳಿದರು. (456, 1808, 847, 1857)
